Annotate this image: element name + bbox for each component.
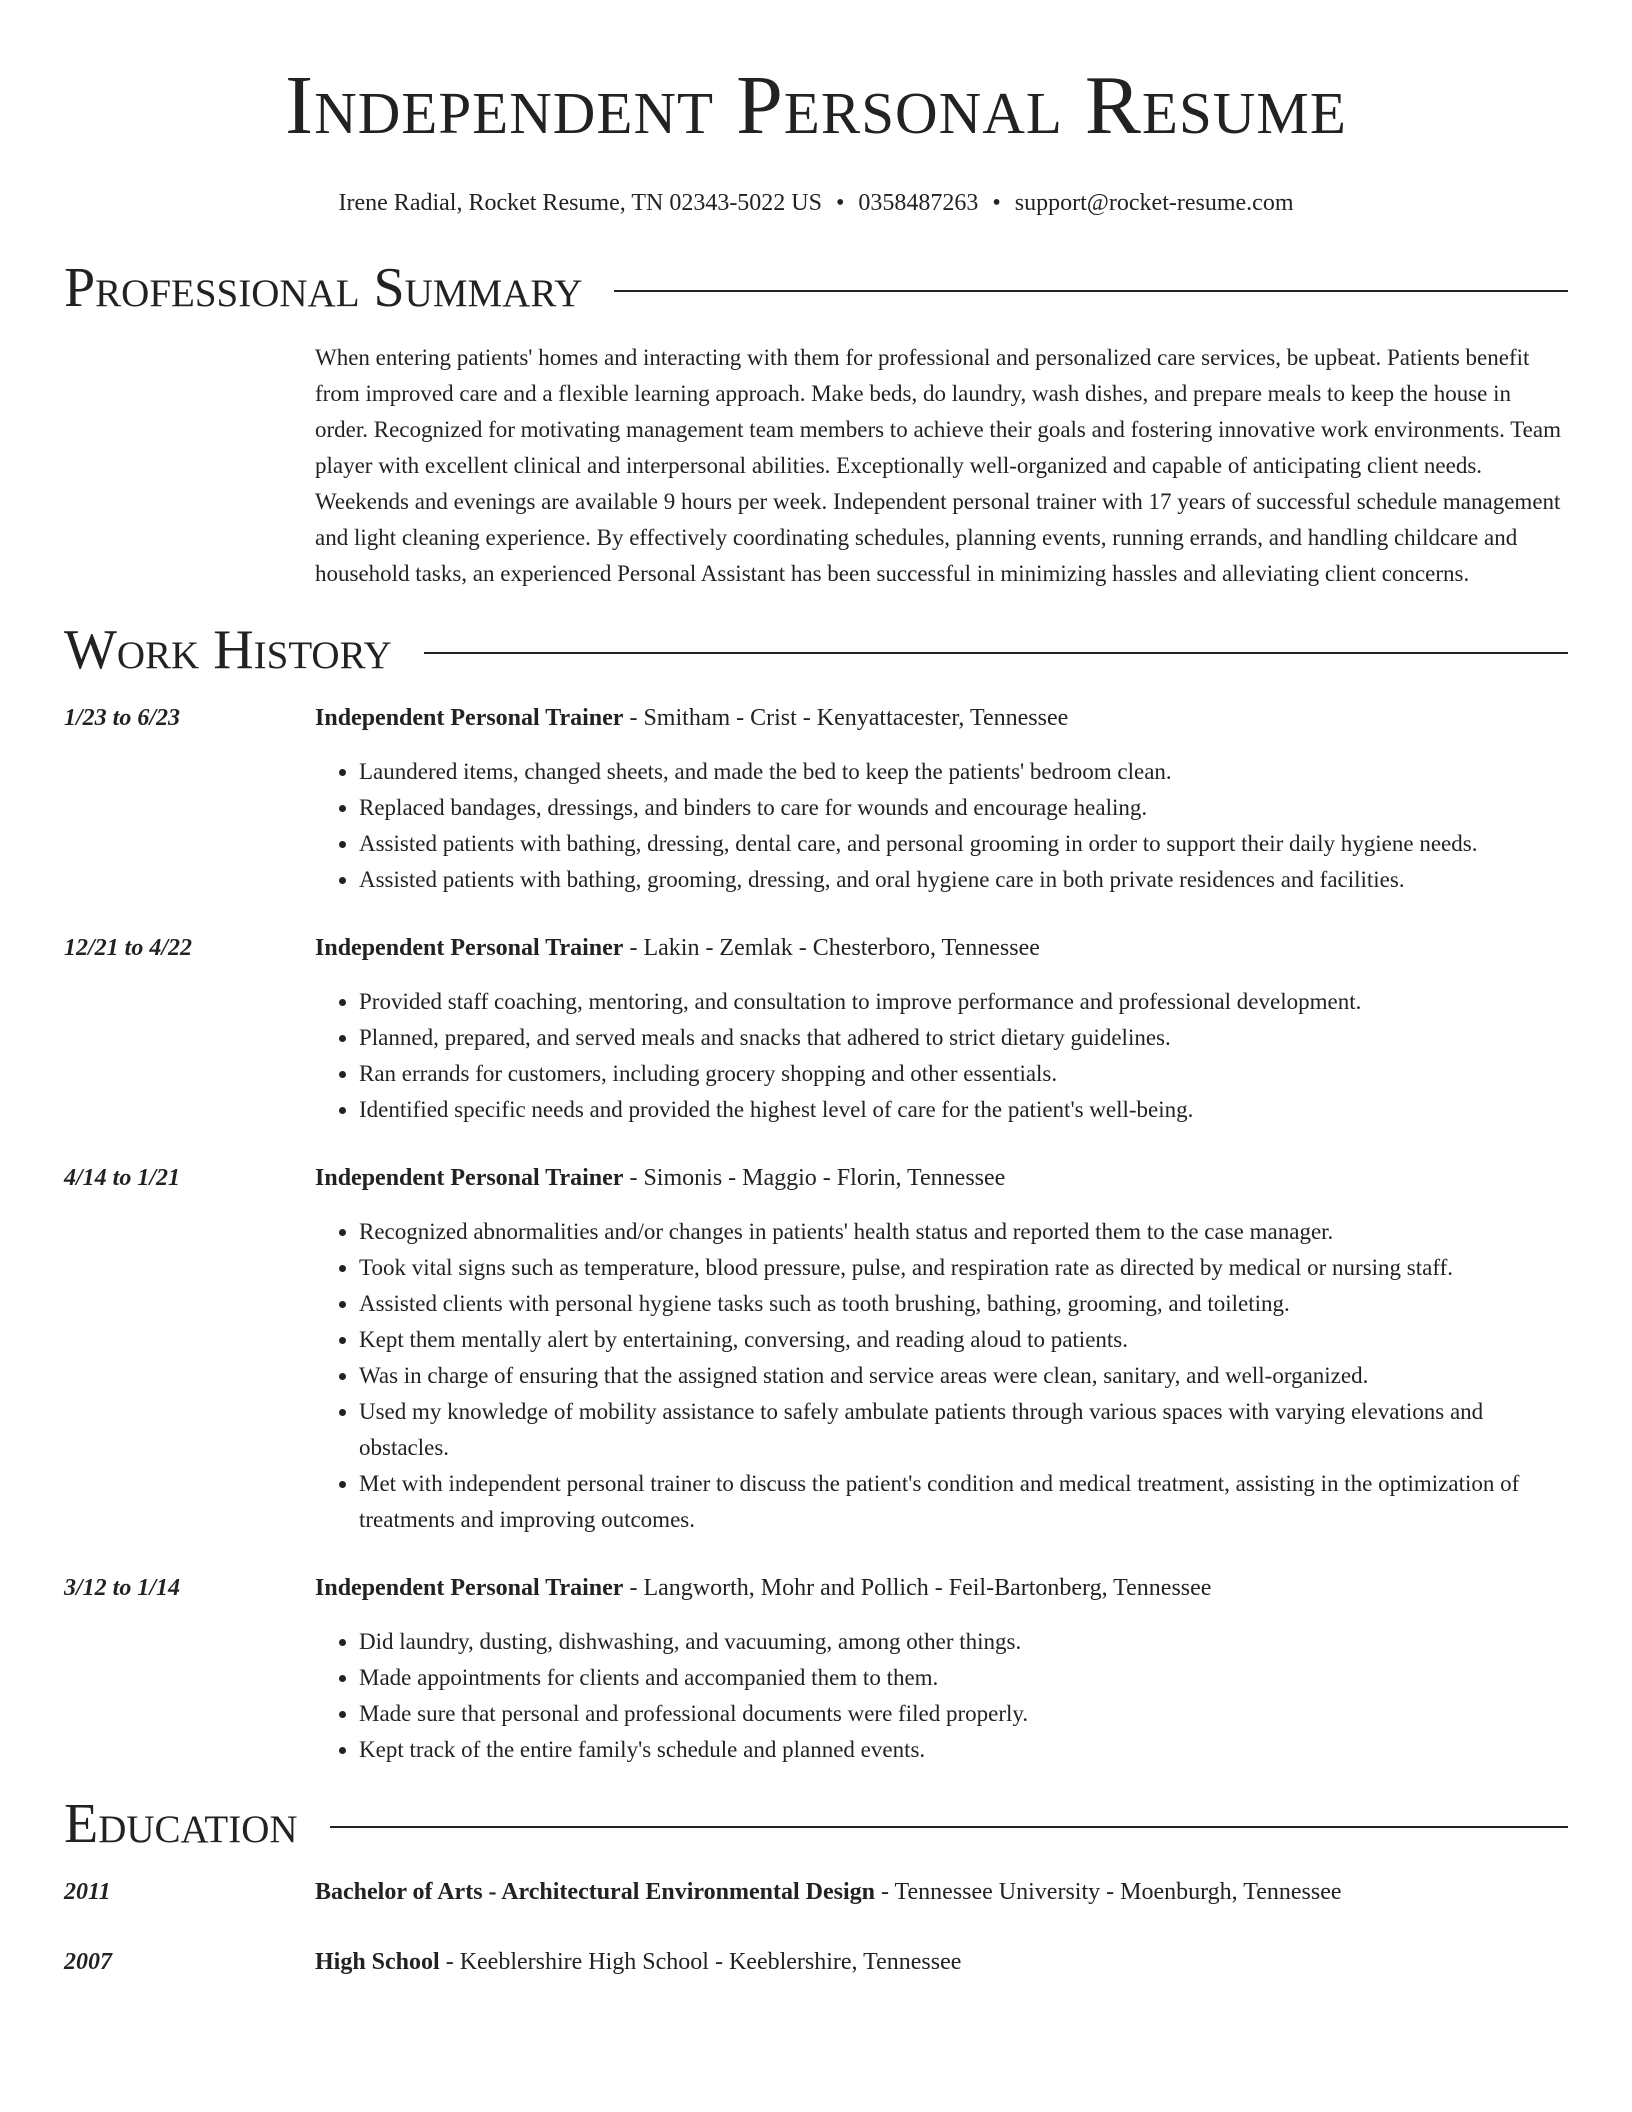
summary-text: When entering patients' homes and interacting with them for professional and personalized care services, be upbeat. Patients benefit from improved care and a flexible learning approach. Make beds, do laundry, wash dishes, and prepare meals to keep the house in order. Recognized for motivating management team members to achieve their goals and fostering innovative work environments. Team player with excellent clinical and interpersonal abilities. Exceptionally well-organized and capable of anticipating client needs. Weekends and evenings are available 9 hours per week. Independent personal trainer with 17 years of successful schedule management and light cleaning experience. By effectively coordinating schedules, planning events, running errands, and handling childcare and household tasks, an experienced Personal Assistant has been successful in minimizing hassles and alleviating client concerns. xyxy=(315,345,1561,586)
resume-title: Independent Personal Resume xyxy=(285,59,1347,152)
job-employer-location: - Lakin - Zemlak - Chesterboro, Tennessee xyxy=(623,935,1040,961)
job-duties-list xyxy=(315,984,1568,1128)
job-duty: • Kept them mentally alert by entertaining, conversing, and reading aloud to patients. xyxy=(359,1322,1568,1358)
contact-email: support@rocket-resume.com xyxy=(1014,190,1294,216)
job-duty: • Recognized abnormalities and/or changes in patients' health status and reported them to the case manager. xyxy=(359,1214,1568,1250)
job-duty: • Assisted clients with personal hygiene tasks such as tooth brushing, bathing, grooming, and toileting. xyxy=(359,1286,1568,1322)
education-entry xyxy=(64,1876,1568,1908)
job-duties-list xyxy=(315,1624,1568,1768)
job-heading xyxy=(315,1162,1568,1194)
job-date: 4/14 to 1/21 xyxy=(64,1165,181,1191)
job-duty: • Laundered items, changed sheets, and made the bed to keep the patients' bedroom clean. xyxy=(359,754,1568,790)
education-heading xyxy=(315,1946,1568,1978)
section-divider xyxy=(424,652,1568,654)
job-duty: • Did laundry, dusting, dishwashing, and vacuuming, among other things. xyxy=(359,1624,1568,1660)
section-title-summary: Professional Summary xyxy=(64,257,583,319)
job-duty: • Took vital signs such as temperature, blood pressure, pulse, and respiration rate as directed by medical or nursing staff. xyxy=(359,1250,1568,1286)
education-entry xyxy=(64,1946,1568,1978)
job-duties-list xyxy=(315,1214,1568,1538)
section-divider xyxy=(614,290,1568,292)
section-header-work-history xyxy=(64,620,1568,680)
job-title: Independent Personal Trainer xyxy=(315,1165,624,1191)
job-duty: • Used my knowledge of mobility assistance to safely ambulate patients through various spaces with varying elevations and obstacles. xyxy=(359,1394,1568,1466)
job-duty: • Assisted patients with bathing, grooming, dressing, and oral hygiene care in both private residences and facilities. xyxy=(359,862,1568,898)
job-duty: • Made sure that personal and professional documents were filed properly. xyxy=(359,1696,1568,1732)
job-date: 3/12 to 1/14 xyxy=(64,1575,181,1601)
contact-address: Irene Radial, Rocket Resume, TN 02343-5022 US xyxy=(338,190,822,216)
job-entry xyxy=(64,702,1568,898)
job-duty: • Provided staff coaching, mentoring, and consultation to improve performance and professional development. xyxy=(359,984,1568,1020)
job-duty: • Planned, prepared, and served meals and snacks that adhered to strict dietary guidelines. xyxy=(359,1020,1568,1056)
section-title-work-history: Work History xyxy=(64,619,392,681)
education-degree: High School xyxy=(315,1949,440,1975)
education-year: 2007 xyxy=(64,1949,112,1975)
job-date: 1/23 to 6/23 xyxy=(64,705,181,731)
job-entry xyxy=(64,932,1568,1128)
contact-separator: • xyxy=(992,190,1001,216)
job-duty: • Met with independent personal trainer to discuss the patient's condition and medical treatment, assisting in the optimization of treatments and improving outcomes. xyxy=(359,1466,1568,1538)
job-employer-location: - Simonis - Maggio - Florin, Tennessee xyxy=(623,1165,1006,1191)
job-duty: • Replaced bandages, dressings, and binders to care for wounds and encourage healing. xyxy=(359,790,1568,826)
contact-phone: 0358487263 xyxy=(858,190,979,216)
contact-line xyxy=(64,188,1568,218)
job-duty: • Was in charge of ensuring that the assigned station and service areas were clean, sanitary, and well-organized. xyxy=(359,1358,1568,1394)
education-school-location: - Tennessee University - Moenburgh, Tennessee xyxy=(874,1879,1342,1905)
job-duty: • Kept track of the entire family's schedule and planned events. xyxy=(359,1732,1568,1768)
education-year: 2011 xyxy=(64,1879,111,1905)
education-school-location: - Keeblershire High School - Keeblershire, Tennessee xyxy=(439,1949,962,1975)
section-title-education: Education xyxy=(64,1793,298,1855)
job-duty: • Identified specific needs and provided the highest level of care for the patient's well-being. xyxy=(359,1092,1568,1128)
contact-separator: • xyxy=(835,190,845,216)
education-degree: Bachelor of Arts - Architectural Environmental Design xyxy=(315,1879,875,1905)
job-date: 12/21 to 4/22 xyxy=(64,935,193,961)
education-heading xyxy=(315,1876,1568,1908)
job-employer-location: - Smitham - Crist - Kenyattacester, Tennessee xyxy=(623,705,1069,731)
section-header-education xyxy=(64,1794,1568,1854)
job-heading xyxy=(315,932,1568,964)
job-employer-location: - Langworth, Mohr and Pollich - Feil-Bartonberg, Tennessee xyxy=(623,1575,1212,1601)
job-heading xyxy=(315,702,1568,734)
section-header-summary xyxy=(64,258,1568,318)
job-heading xyxy=(315,1572,1568,1604)
job-duty: • Assisted patients with bathing, dressing, dental care, and personal grooming in order to support their daily hygiene needs. xyxy=(359,826,1568,862)
section-divider xyxy=(330,1826,1568,1828)
job-duty: • Made appointments for clients and accompanied them to them. xyxy=(359,1660,1568,1696)
job-duty: • Ran errands for customers, including grocery shopping and other essentials. xyxy=(359,1056,1568,1092)
job-duties-list xyxy=(315,754,1568,898)
job-entry xyxy=(64,1162,1568,1538)
job-title: Independent Personal Trainer xyxy=(315,935,624,961)
job-entry xyxy=(64,1572,1568,1768)
job-title: Independent Personal Trainer xyxy=(315,1575,624,1601)
job-title: Independent Personal Trainer xyxy=(315,705,624,731)
